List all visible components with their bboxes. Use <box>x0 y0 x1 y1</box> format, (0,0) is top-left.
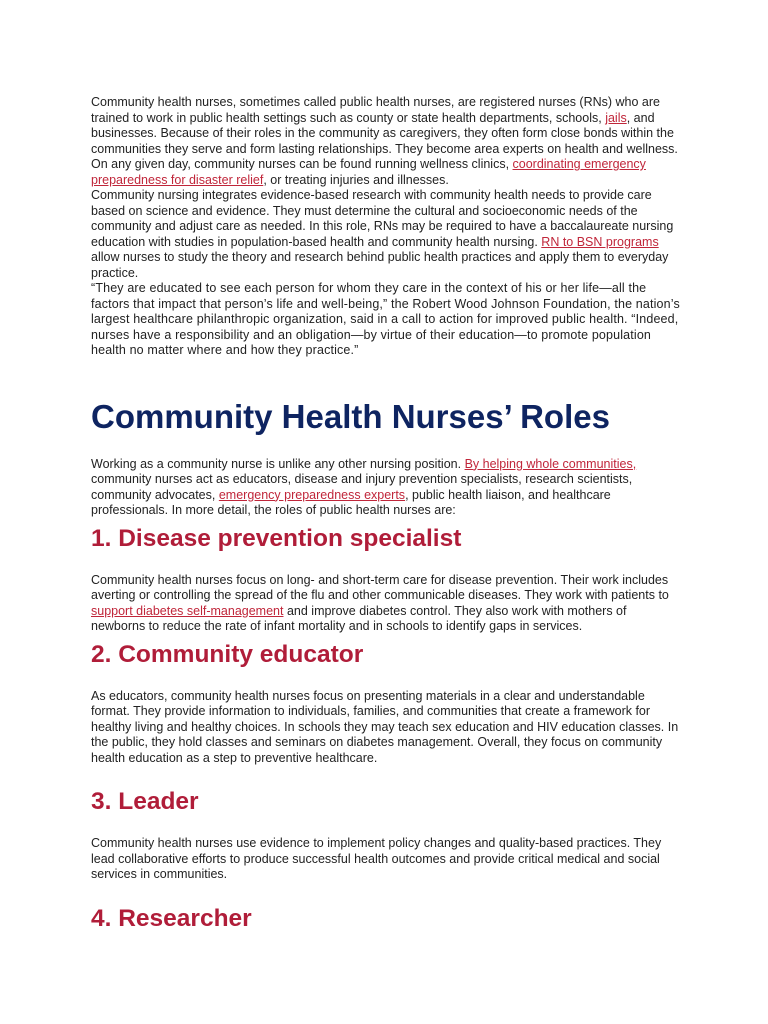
helping-communities-link[interactable]: By helping whole communities, <box>464 456 637 471</box>
role-paragraph-disease-prevention <box>91 573 681 635</box>
diabetes-self-management-link[interactable]: support diabetes self-management <box>91 603 284 618</box>
text-span: On any given day, community nurses can be found running wellness clinics, <box>91 157 513 171</box>
roles-intro-paragraph <box>91 457 681 519</box>
text-span: Community health nurses focus on long- and short-term care for disease prevention. Their work includes averting or controlling the spread of the flu and other communicable diseases. They work with patients to <box>91 572 669 602</box>
role-paragraph-leader: Community health nurses use evidence to implement policy changes and quality-based practices. They lead collaborative efforts to produce successful health outcomes and provide critical medical and social services in communities. <box>91 836 662 881</box>
text-span: allow nurses to study the theory and research behind public health practices and apply them to everyday practice. <box>91 250 669 280</box>
text-span: and improve diabetes control. They also work with mothers of newborns to reduce the rate of infant mortality and in schools to identify gaps in services. <box>91 603 627 633</box>
role-paragraph-community-educator: As educators, community health nurses focus on presenting materials in a clear and understandable format. They provide information to individuals, families, and communities that create a framework for healthy living and healthy choices. In schools they may teach sex education and HIV education classes. In the public, they hold classes and seminars on diabetes management. Overall, they focus on community health education as a step to preventive healthcare. <box>91 688 679 765</box>
intro-paragraph-1 <box>91 95 681 157</box>
rn-to-bsn-link[interactable]: RN to BSN programs <box>541 234 659 249</box>
text-span: , and businesses. Because of their roles in the community as caregivers, they often form close bonds within the communities they serve and form lasting relationships. They become area experts on health and wellness. <box>91 110 678 156</box>
role-heading-researcher: 4. Researcher <box>91 904 252 932</box>
intro-paragraph-2 <box>91 157 681 188</box>
quote-paragraph: “They are educated to see each person for whom they care in the context of his or her life—all the factors that impact that person’s life and well-being,” the Robert Wood Johnson Foundation, the nation’s largest healthcare philanthropic organization, said in a call to action for improved public health. “Indeed, nurses have a responsibility and an obligation—by virtue of their education—to promote population health no matter where and how they practice.” <box>91 281 680 357</box>
role-heading-community-educator: 2. Community educator <box>91 640 364 668</box>
role-heading-disease-prevention: 1. Disease prevention specialist <box>91 524 462 552</box>
emergency-experts-link[interactable]: emergency preparedness experts <box>218 487 406 502</box>
text-span: , public health liaison, and healthcare professionals. In more detail, the roles of public health nurses are: <box>91 487 611 517</box>
roles-heading: Community Health Nurses’ Roles <box>91 397 610 435</box>
text-span: Community health nurses, sometimes called public health nurses, are registered nurses (RNs) who are trained to work in public health settings such as county or state health departments, schools, <box>91 95 661 125</box>
article-body <box>91 95 681 935</box>
text-span: , or treating injuries and illnesses. <box>263 172 449 187</box>
jails-link[interactable]: jails <box>605 110 627 125</box>
emergency-preparedness-link[interactable]: coordinating emergency preparedness for disaster relief <box>91 157 646 187</box>
text-span: community nurses act as educators, disease and injury prevention specialists, research scientists, community advocates, <box>91 472 633 502</box>
role-heading-leader: 3. Leader <box>91 788 199 815</box>
text-span: Working as a community nurse is unlike any other nursing position. <box>91 456 465 471</box>
intro-paragraph-3 <box>91 188 681 281</box>
text-span: Community nursing integrates evidence-based research with community health needs to provide care based on science and evidence. They must determine the cultural and socioeconomic needs of the community and adjust care as needed. In this role, RNs may be required to have a baccalaureate nursing education with studies in population-based health and community health nursing. <box>91 188 674 249</box>
